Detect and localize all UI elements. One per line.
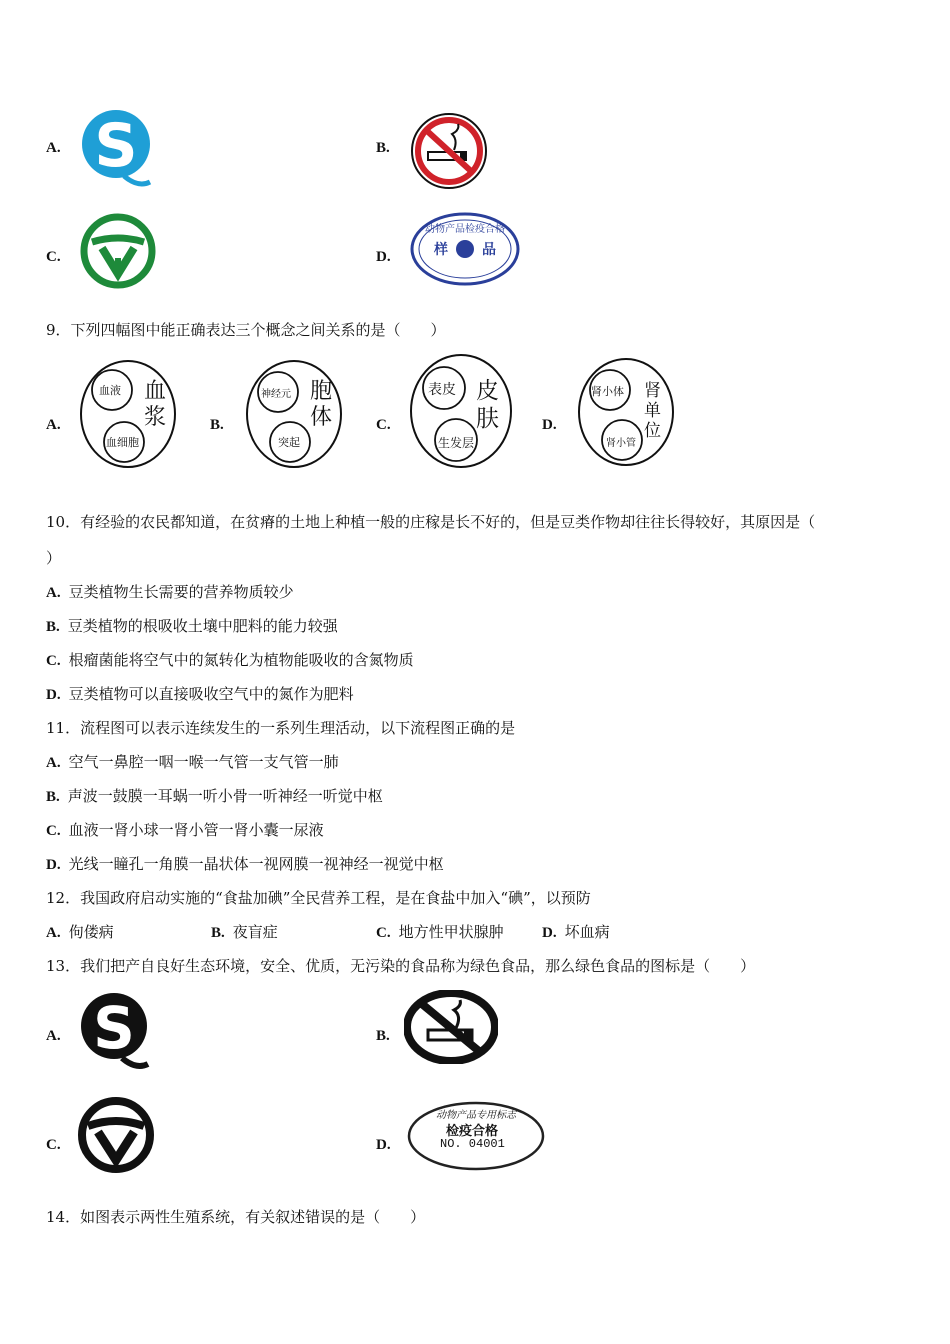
stamp-top-text: 动物产品检疫合格 (425, 224, 505, 235)
q14-stem: 14．如图表示两性生殖系统，有关叙述错误的是（ ） (46, 1208, 426, 1226)
q10-stem-line2: ） (46, 549, 62, 567)
q11-option-a-label: A. (46, 755, 61, 771)
q12-stem: 12．我国政府启动实施的“食盐加碘”全民营养工程，是在食盐中加入“碘”，以预防 (46, 889, 591, 907)
q12-option-d (542, 922, 610, 943)
no-smoking-black-icon (404, 990, 498, 1064)
green-food-logo-icon (78, 212, 158, 290)
q9-a-big-1: 血 (144, 379, 167, 404)
q11-option-b-label: B. (46, 789, 60, 805)
q9-d-big-3: 位 (644, 421, 661, 441)
stamp-number-text: NO. 04001 (440, 1137, 505, 1151)
q12-option-b-text: 夜盲症 (232, 923, 278, 941)
q11-option-d-text: 光线一瞳孔一角膜一晶状体一视网膜一视神经一视觉中枢 (68, 855, 444, 873)
q10-option-d-label: D. (46, 687, 61, 703)
q9-d-small-1: 肾小体 (591, 385, 624, 398)
q12-option-a (46, 922, 114, 943)
q9-b-small-1: 神经元 (261, 389, 291, 400)
q9-option-a-label: A. (46, 417, 61, 433)
q9-diagram-d (576, 356, 676, 468)
q8-option-a-label: A. (46, 140, 61, 156)
svg-text:S: S (93, 994, 135, 1062)
q9-d-big-1: 肾 (644, 381, 661, 401)
q9-b-big-2: 体 (310, 405, 333, 430)
animal-product-stamp (410, 212, 520, 286)
q12-option-d-label: D. (542, 925, 557, 941)
q9-option-c-label: C. (376, 417, 391, 433)
q11-stem: 11．流程图可以表示连续发生的一系列生理活动，以下流程图正确的是 (46, 719, 516, 737)
q11-option-c-text: 血液一肾小球一肾小管一肾小囊一尿液 (68, 821, 324, 839)
q9-a-small-2: 血细胞 (106, 436, 139, 449)
q9-diagram-a (78, 358, 178, 470)
q10-option-a (46, 582, 294, 603)
stamp-mid-text-1: 样 (434, 242, 448, 258)
green-food-logo-black-icon (76, 1094, 156, 1176)
quality-s-logo-black-icon (78, 986, 150, 1072)
q9-diagram-c (408, 352, 514, 470)
q12-option-c-text: 地方性甲状腺肿 (398, 923, 504, 941)
q10-stem-line1: 10．有经验的农民都知道，在贫瘠的土地上种植一般的庄稼是长不好的，但是豆类作物却往往长得较好，其原因是（ (46, 513, 816, 531)
q11-option-d-label: D. (46, 857, 61, 873)
q10-option-a-text: 豆类植物生长需要的营养物质较少 (68, 583, 294, 601)
q12-option-b-label: B. (211, 925, 225, 941)
q13-option-b-label: B. (376, 1028, 390, 1044)
q9-b-big-1: 胞 (310, 379, 333, 404)
q11-option-d (46, 854, 444, 875)
q10-option-d-text: 豆类植物可以直接吸收空气中的氮作为肥料 (68, 685, 354, 703)
inspection-stamp (406, 1100, 546, 1172)
q13-stem: 13．我们把产自良好生态环境，安全、优质，无污染的食品称为绿色食品，那么绿色食品的图标是（ ） (46, 957, 756, 975)
q8-option-c-label: C. (46, 249, 61, 265)
q11-option-a-text: 空气一鼻腔一咽一喉一气管一支气管一肺 (68, 753, 339, 771)
q11-option-b (46, 786, 383, 807)
q12-option-a-text: 佝偻病 (68, 923, 114, 941)
q13-option-c-label: C. (46, 1137, 61, 1153)
q10-option-c (46, 650, 414, 671)
q9-a-big-2: 浆 (144, 405, 167, 430)
q11-option-b-text: 声波一鼓膜一耳蜗一听小骨一听神经一听觉中枢 (67, 787, 383, 805)
no-smoking-icon (408, 110, 490, 192)
q9-option-d-label: D. (542, 417, 557, 433)
q10-option-c-label: C. (46, 653, 61, 669)
q9-option-b-label: B. (210, 417, 224, 433)
stamp-mid-text: 检疫合格 (446, 1124, 499, 1139)
q12-option-a-label: A. (46, 925, 61, 941)
q9-c-small-2: 生发层 (438, 436, 475, 450)
q9-a-small-1: 血液 (99, 384, 121, 397)
q12-option-c-label: C. (376, 925, 391, 941)
q8-option-b-label: B. (376, 140, 390, 156)
q10-option-d (46, 684, 354, 705)
q9-d-big-2: 单 (644, 401, 661, 421)
q11-option-c (46, 820, 324, 841)
q10-option-b-text: 豆类植物的根吸收土壤中肥料的能力较强 (67, 617, 338, 635)
svg-text:S: S (94, 111, 138, 181)
q11-option-c-label: C. (46, 823, 61, 839)
q10-option-c-text: 根瘤菌能将空气中的氮转化为植物能吸收的含氮物质 (68, 651, 414, 669)
q10-option-b-label: B. (46, 619, 60, 635)
stamp-mid-text-2: 品 (482, 242, 496, 258)
q13-option-a-label: A. (46, 1028, 61, 1044)
q12-option-c (376, 922, 504, 943)
q9-diagram-b (244, 358, 344, 470)
q10-option-a-label: A. (46, 585, 61, 601)
q13-option-d-label: D. (376, 1137, 391, 1153)
quality-s-logo-icon (78, 102, 154, 192)
q10-option-b (46, 616, 338, 637)
q9-c-big-1: 皮 (476, 378, 499, 404)
concept-circles-icon (576, 356, 676, 468)
q8-option-d-label: D. (376, 249, 391, 265)
q9-b-small-2: 突起 (278, 436, 300, 449)
q12-option-d-text: 坏血病 (564, 923, 610, 941)
stamp-top-text: 动物产品专用标志 (436, 1110, 516, 1121)
q9-d-small-2: 肾小管 (606, 438, 636, 449)
q9-c-big-2: 肤 (476, 406, 499, 432)
q12-option-b (211, 922, 278, 943)
q11-option-a (46, 752, 339, 773)
q9-c-small-1: 表皮 (428, 382, 456, 398)
q9-stem: 9．下列四幅图中能正确表达三个概念之间关系的是（ ） (46, 321, 446, 339)
